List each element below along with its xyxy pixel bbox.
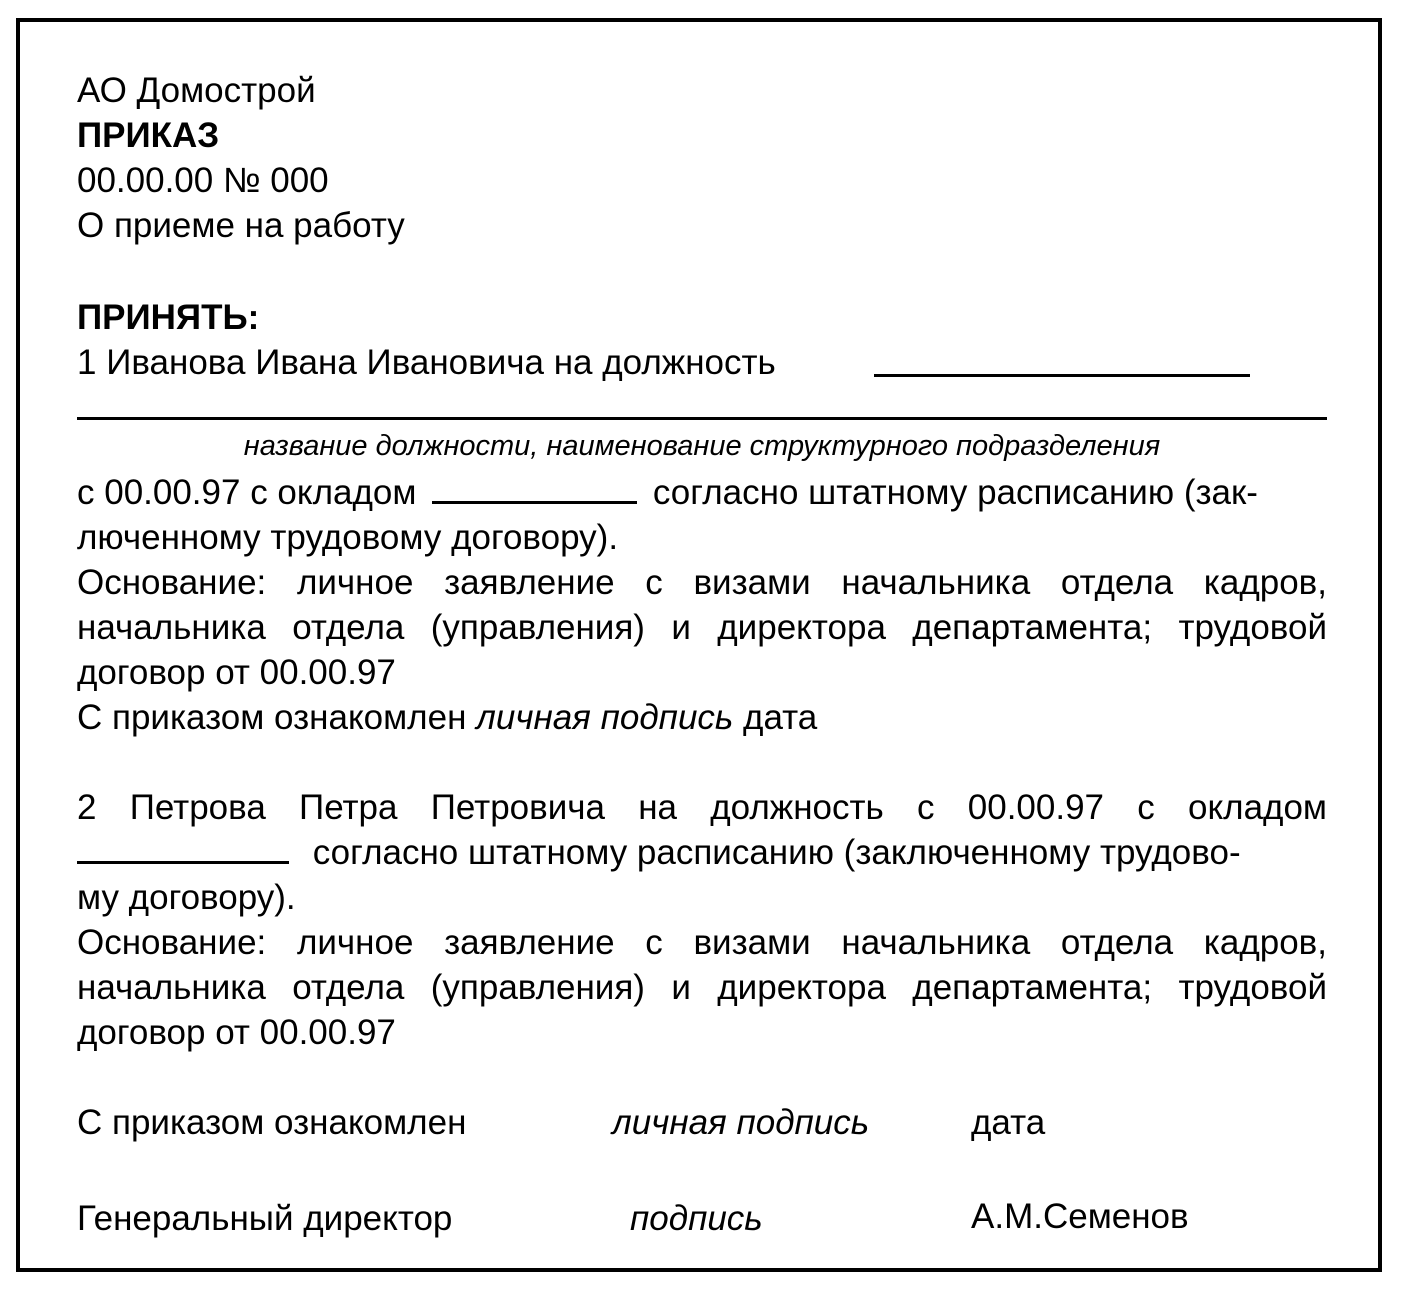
item1-ack-date: дата xyxy=(743,698,818,737)
item1-position-caption: название должности, наименование структурного подразделения xyxy=(243,430,1161,462)
item2-basis-line3: договор от 00.00.97 xyxy=(77,1013,396,1052)
item2-line3: му договору). xyxy=(77,878,296,917)
item1-salary-line xyxy=(77,470,1258,515)
item1-acknowledgement xyxy=(77,695,817,740)
item1-position-fullline xyxy=(77,417,1327,420)
item2-salary-post: согласно штатному расписанию (заключенному трудово- xyxy=(312,833,1241,872)
item1-salary-blank xyxy=(432,473,637,504)
item1-basis-line1: Основание: личное заявление с визами начальника отдела кадров, xyxy=(77,563,1327,602)
item2-salary-blank xyxy=(77,833,289,864)
director-position: Генеральный директор xyxy=(77,1199,453,1238)
item2-basis-line1: Основание: личное заявление с визами начальника отдела кадров, xyxy=(77,923,1327,962)
item1-basis-line2: начальника отдела (управления) и директора департамента; трудовой xyxy=(77,608,1327,647)
item1-ack-signature: личная подпись xyxy=(476,698,734,737)
item1-line3: люченному трудовому договору). xyxy=(77,518,619,557)
directive-heading: ПРИНЯТЬ: xyxy=(77,298,260,337)
acknowledgement-signature: личная подпись xyxy=(612,1103,870,1142)
item2-basis-line2: начальника отдела (управления) и директора департамента; трудовой xyxy=(77,968,1327,1007)
item1-salary-pre: с 00.00.97 с окладом xyxy=(77,473,417,512)
item2-line1: 2 Петрова Петра Петровича на должность с 00.00.97 с окладом xyxy=(77,788,1327,827)
item1-basis-line3: договор от 00.00.97 xyxy=(77,653,396,692)
document-type: ПРИКАЗ xyxy=(77,116,220,155)
item1-line1 xyxy=(77,340,776,385)
director-signature: подпись xyxy=(630,1199,763,1238)
document-subject: О приеме на работу xyxy=(77,206,405,245)
acknowledgement-text: С приказом ознакомлен xyxy=(77,1103,467,1142)
item2-line2 xyxy=(77,830,1241,875)
item1-salary-post: согласно штатному расписанию (зак- xyxy=(652,473,1258,512)
item1-position-blank xyxy=(874,374,1250,377)
item1-employee-text: 1 Иванова Ивана Ивановича на должность xyxy=(77,343,776,382)
item1-ack-text: С приказом ознакомлен xyxy=(77,698,467,737)
document-date-number: 00.00.00 № 000 xyxy=(77,161,329,200)
organization-name: АО Домострой xyxy=(77,71,316,110)
director-name: А.М.Семенов xyxy=(971,1197,1189,1236)
acknowledgement-date: дата xyxy=(971,1103,1046,1142)
